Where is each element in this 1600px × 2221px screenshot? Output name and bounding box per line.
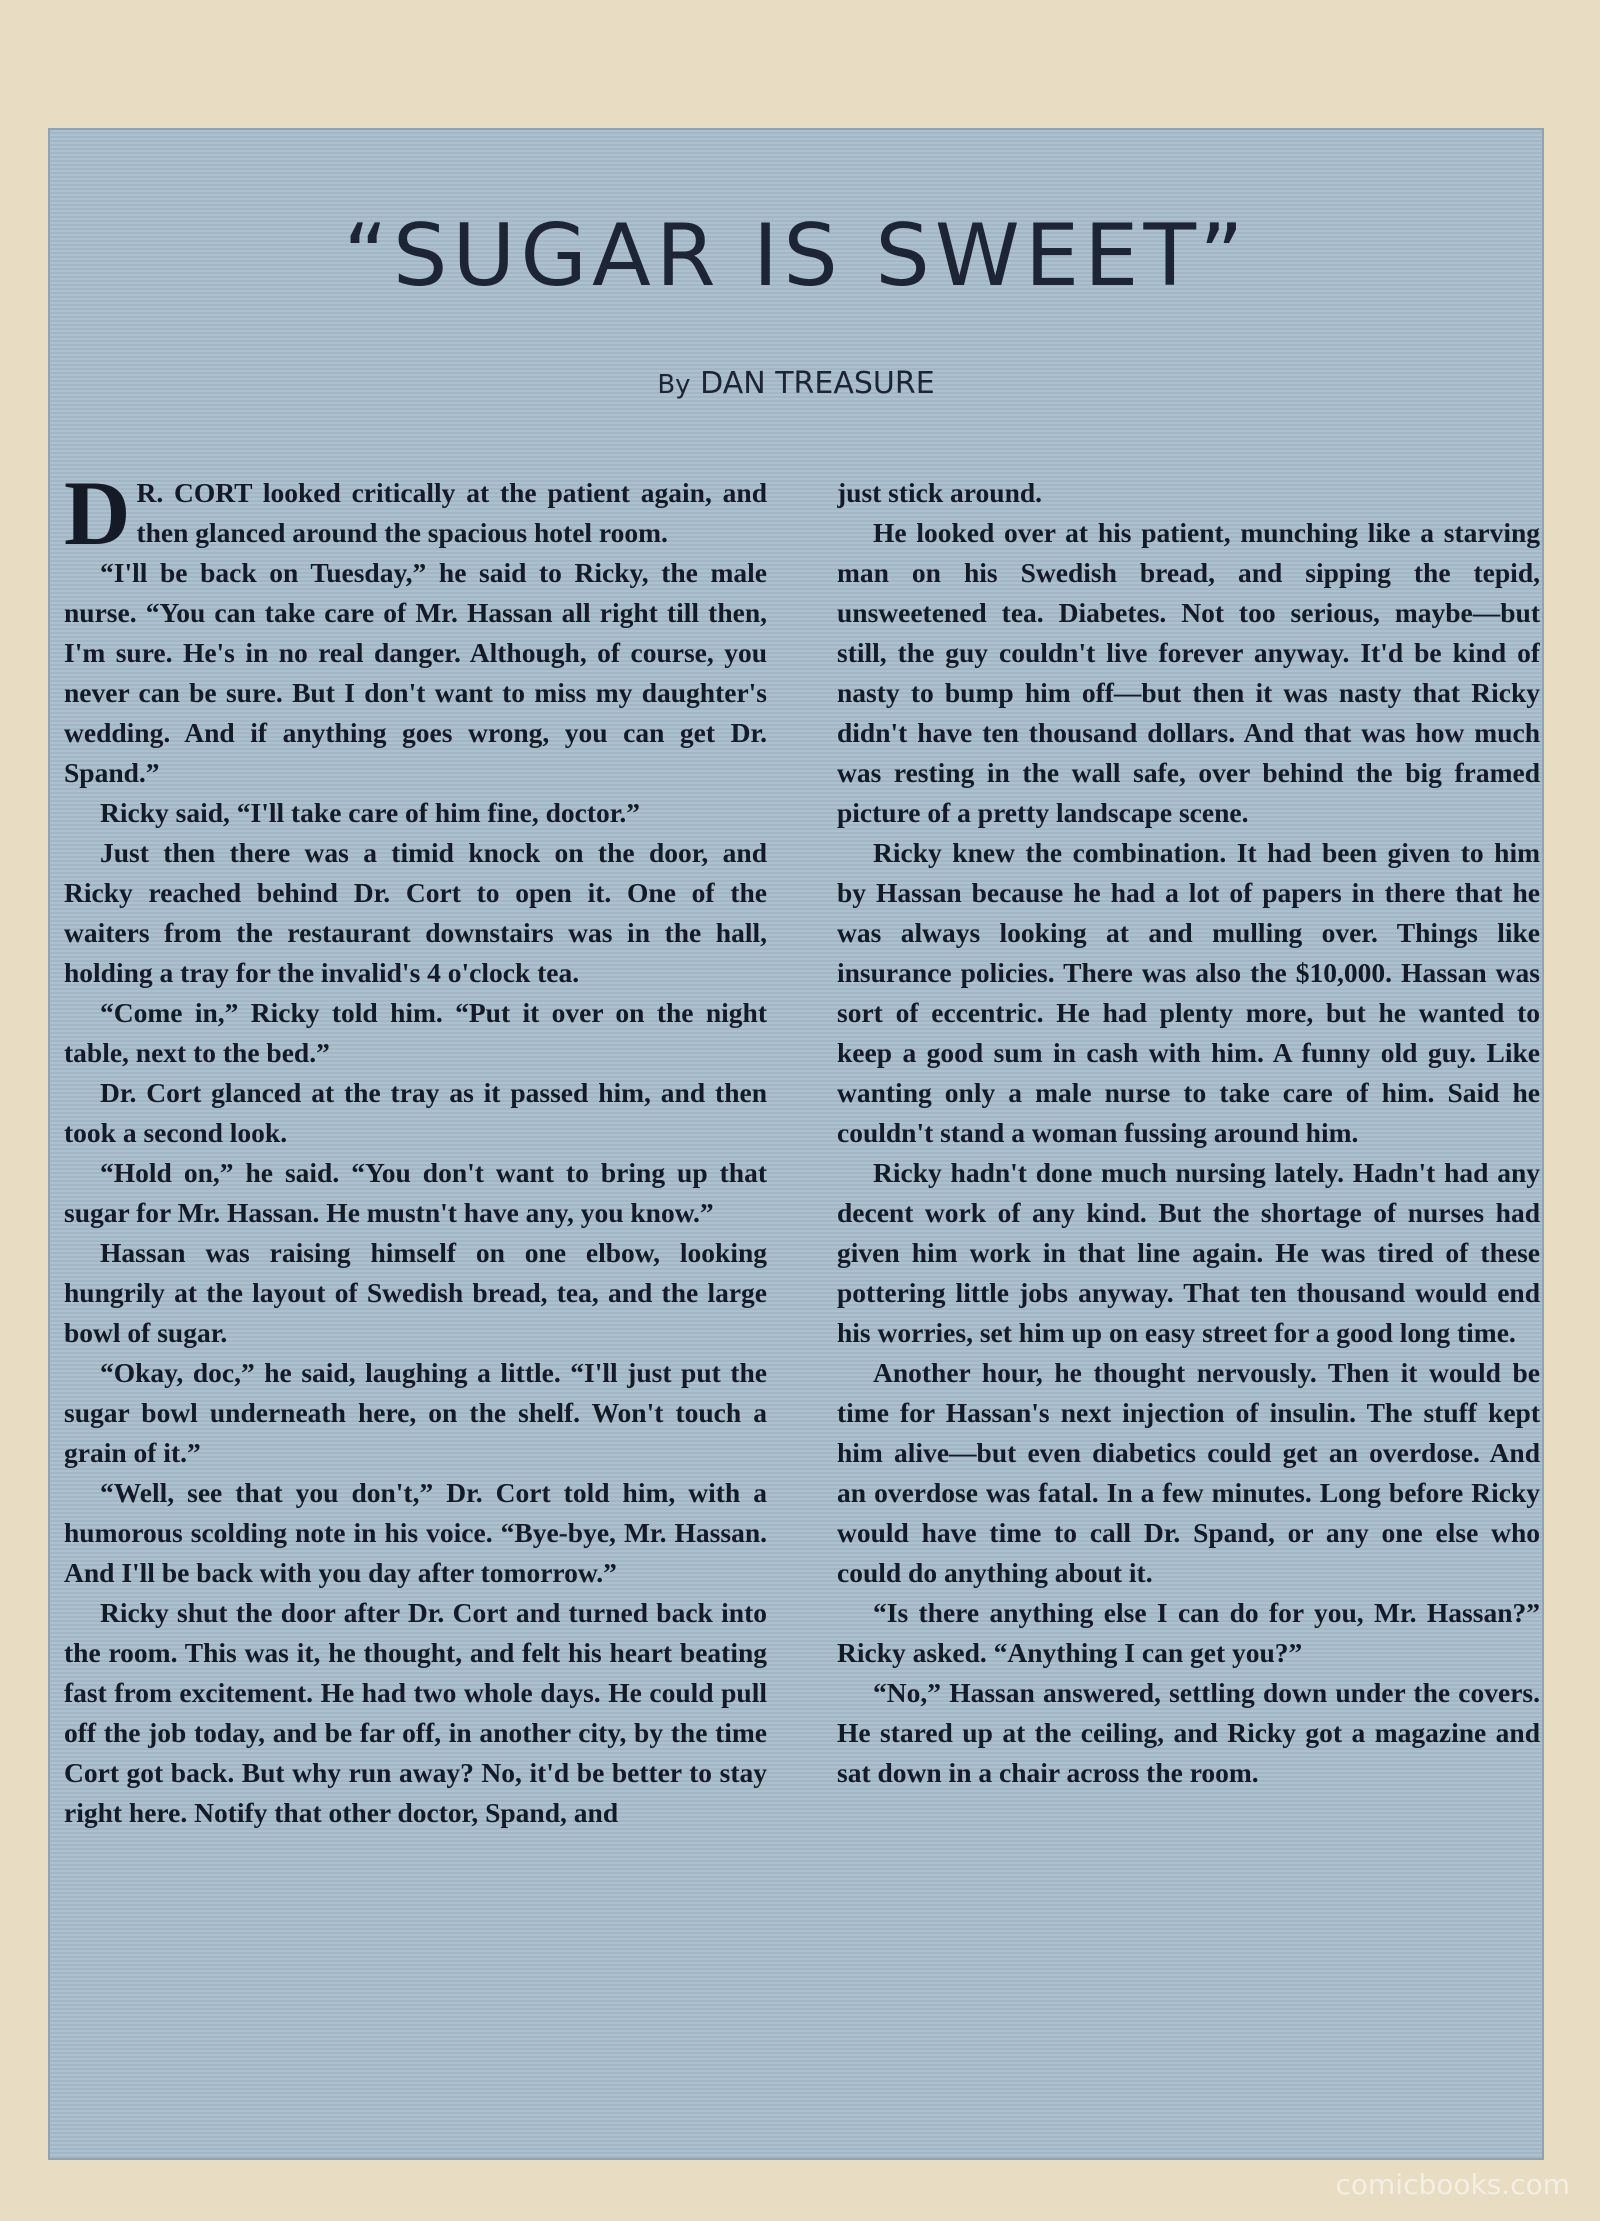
watermark: comicbooks.com [1335, 2168, 1570, 2201]
byline [48, 366, 1544, 401]
story-paragraph: “Is there anything else I can do for you, Mr. Hassan?” Ricky asked. “Anything I can get you?” [837, 1597, 1540, 1668]
story-paragraph: Ricky knew the combination. It had been given to him by Hassan because he had a lot of papers in there that he was always looking at and mulling over. Things like insurance policies. There was also the $10,000. Hassan was sort of eccentric. He had plenty more, but he wanted to keep a good sum in cash with him. A funny old guy. Like wanting only a male nurse to take care of him. Said he couldn't stand a woman fussing around him. [837, 837, 1540, 1148]
story-paragraph [64, 473, 767, 564]
story-column-right [837, 473, 1540, 2153]
story-paragraph: Hassan was raising himself on one elbow, looking hungrily at the layout of Swedish bread, tea, and the large bowl of sugar. [64, 1237, 767, 1348]
story-paragraph: “No,” Hassan answered, settling down under the covers. He stared up at the ceiling, and Ricky got a magazine and sat down in a chair across the room. [837, 1677, 1540, 1788]
paragraph-text: R. CORT looked critically at the patient again, and then glanced around the spacious hotel room. [136, 477, 767, 548]
story-paragraph: “Come in,” Ricky told him. “Put it over on the night table, next to the bed.” [64, 997, 767, 1068]
story-paragraph: Another hour, he thought nervously. Then it would be time for Hassan's next injection of insulin. The stuff kept him alive—but even diabetics could get an overdose. And an overdose was fatal. In a few minutes. Long before Ricky would have time to call Dr. Spand, or any one else who could do anything about it. [837, 1357, 1540, 1588]
story-column-left [64, 473, 767, 2153]
drop-cap: D [64, 473, 131, 564]
story-paragraph: He looked over at his patient, munching like a starving man on his Swedish bread, and sipping the tepid, unsweetened tea. Diabetes. Not too serious, maybe—but still, the guy couldn't live forever anyway. It'd be kind of nasty to bump him off—but then it was nasty that Ricky didn't have ten thousand dollars. And that was how much was resting in the wall safe, over behind the big framed picture of a pretty landscape scene. [837, 517, 1540, 828]
story-paragraph: Dr. Cort glanced at the tray as it passed him, and then took a second look. [64, 1077, 767, 1148]
story-paragraph: Ricky shut the door after Dr. Cort and turned back into the room. This was it, he thought, and felt his heart beating fast from excitement. He had two whole days. He could pull off the job today, and be far off, in another city, by the time Cort got back. But why run away? No, it'd be better to stay right here. Notify that other doctor, Spand, and [64, 1597, 767, 1828]
story-paragraph: “Okay, doc,” he said, laughing a little. “I'll just put the sugar bowl underneath here, on the shelf. Won't touch a grain of it.” [64, 1357, 767, 1468]
byline-author: DAN TREASURE [700, 366, 935, 401]
story-paragraph: just stick around. [837, 477, 1043, 508]
story-paragraph: “Well, see that you don't,” Dr. Cort told him, with a humorous scolding note in his voice. “Bye-bye, Mr. Hassan. And I'll be back with you day after tomorrow.” [64, 1477, 767, 1588]
story-paragraph: Ricky hadn't done much nursing lately. Hadn't had any decent work of any kind. But the shortage of nurses had given him work in that line again. He was tired of these pottering little jobs anyway. That ten thousand would end his worries, set him up on easy street for a good long time. [837, 1157, 1540, 1348]
story-title: “SUGAR IS SWEET” [343, 206, 1249, 306]
byline-prefix: By [657, 370, 691, 400]
story-paragraph: “I'll be back on Tuesday,” he said to Ricky, the male nurse. “You can take care of Mr. Hassan all right till then, I'm sure. He's in no real danger. Although, of course, you never can be sure. But I don't want to miss my daughter's wedding. And if anything goes wrong, you can get Dr. Spand.” [64, 557, 767, 788]
story-page [48, 128, 1544, 2160]
story-paragraph: “Hold on,” he said. “You don't want to bring up that sugar for Mr. Hassan. He mustn't have any, you know.” [64, 1157, 767, 1228]
story-paragraph: Ricky said, “I'll take care of him fine, doctor.” [100, 797, 641, 828]
story-paragraph: Just then there was a timid knock on the door, and Ricky reached behind Dr. Cort to open it. One of the waiters from the restaurant downstairs was in the hall, holding a tray for the invalid's 4 o'clock tea. [64, 837, 767, 988]
